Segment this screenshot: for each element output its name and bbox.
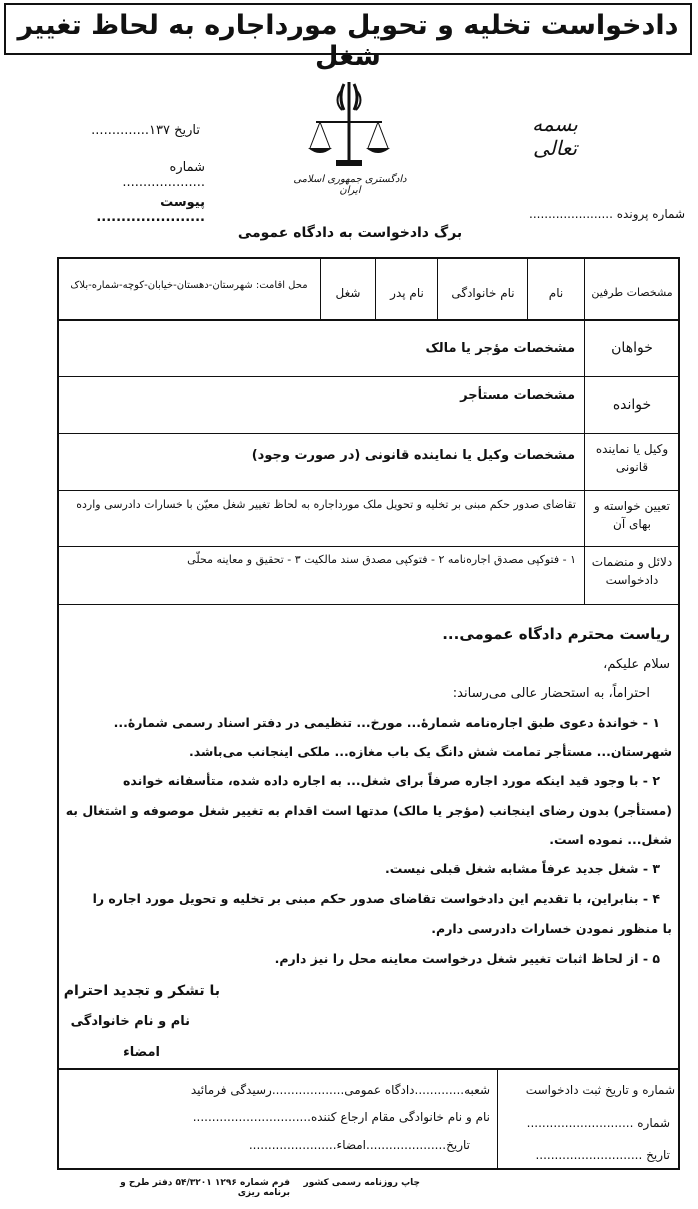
right-border bbox=[678, 257, 680, 1069]
header-address: محل اقامت: شهرستان-دهستان-خیابان-کوچه-شماره-بلاک bbox=[70, 280, 308, 291]
header-parties: مشخصات طرفین bbox=[591, 286, 673, 299]
referrer-line: نام و نام خانوادگی مقام ارجاع کننده............................... bbox=[192, 1110, 490, 1124]
header-family: نام خانوادگی bbox=[451, 286, 515, 300]
table-top-border bbox=[57, 257, 680, 259]
basmala: بسمه تعالی bbox=[532, 112, 578, 160]
salutation: ریاست محترم دادگاه عمومی... bbox=[442, 625, 670, 643]
para-1a: ۱ - خواندهٔ دعوی طبق اجاره‌نامه شمارهٔ... مورخ... تنظیمی در دفتر اسناد رسمی شمارهٔ... bbox=[113, 715, 660, 730]
para-5: ۵ - از لحاظ اثبات تغییر شغل درخواست معاینه محل را نیز دارم. bbox=[274, 951, 660, 966]
table-row-divider bbox=[57, 376, 680, 377]
row-claim-value: تقاضای صدور حکم مبنی بر تخلیه و تحویل ملک مورداجاره به لحاظ تغییر شغل معیّن با خسارات دادرسی وارده bbox=[76, 498, 576, 511]
footer-top-border bbox=[57, 1068, 680, 1070]
para-3: ۳ - شغل جدید عرفاً مشابه شغل قبلی نیست. bbox=[385, 861, 660, 876]
header-father: نام پدر bbox=[390, 286, 424, 300]
print-publisher: چاپ روزنامه رسمی کشور bbox=[303, 1178, 420, 1188]
row-evidence-value: ۱ - فتوکپی مصدق اجاره‌نامه ۲ - فتوکپی مصدق سند مالکیت ۳ - تحقیق و معاینه محلّی bbox=[187, 553, 576, 566]
row-plaintiff-value: مشخصات مؤجر یا مالک bbox=[425, 341, 575, 356]
table-row-divider bbox=[57, 546, 680, 547]
signature-label: امضاء bbox=[123, 1045, 160, 1060]
header-name: نام bbox=[548, 286, 564, 300]
number-field: شماره .................... bbox=[122, 160, 205, 190]
closing: با تشکر و تجدید احترام bbox=[63, 983, 220, 999]
form-number: فرم شماره ۱۲۹۶ ۵۴/۳۲۰۱ دفتر طرح و برنامه ریزی bbox=[120, 1178, 290, 1198]
footer-left-border bbox=[57, 1068, 59, 1170]
row-evidence-label: دلائل و منضمات دادخواست bbox=[591, 555, 673, 587]
label-column-divider bbox=[584, 257, 585, 604]
col-divider bbox=[375, 257, 376, 319]
table-row-divider bbox=[57, 433, 680, 434]
left-border bbox=[57, 257, 59, 1069]
form-heading: برگ دادخواست به دادگاه عمومی bbox=[237, 225, 463, 241]
table-row-divider bbox=[57, 490, 680, 491]
greeting: سلام علیکم، bbox=[603, 657, 670, 672]
name-label: نام و نام خانوادگی bbox=[70, 1014, 190, 1029]
emblem-icon bbox=[306, 80, 392, 170]
table-row-divider bbox=[57, 319, 680, 321]
row-defendant-label: خوانده bbox=[612, 397, 652, 413]
footer-right-border bbox=[678, 1068, 680, 1170]
branch-line: شعبه.............دادگاه عمومی...................رسیدگی فرمائید bbox=[190, 1083, 490, 1097]
col-divider bbox=[437, 257, 438, 319]
footer-bottom-border bbox=[57, 1168, 680, 1170]
registration-number: شماره ............................ bbox=[526, 1116, 670, 1130]
row-lawyer-value: مشخصات وکیل یا نماینده قانونی (در صورت وجود) bbox=[251, 448, 575, 463]
para-2c: شغل... نموده است. bbox=[549, 832, 672, 847]
attachment-field: پیوست ...................... bbox=[96, 195, 205, 225]
col-divider bbox=[320, 257, 321, 319]
table-row-divider bbox=[57, 604, 680, 605]
page-title: دادخواست تخلیه و تحویل مورداجاره به لحاظ تغییر شغل bbox=[17, 10, 679, 72]
case-number-field: شماره پرونده ...................... bbox=[529, 207, 685, 221]
footer-divider bbox=[497, 1068, 498, 1170]
row-lawyer-label: وکیل یا نماینده قانونی bbox=[595, 442, 669, 474]
para-4b: با منظور نمودن خسارات دادرسی دارم. bbox=[431, 921, 672, 936]
intro: احتراماً، به استحضار عالی می‌رساند: bbox=[452, 686, 650, 701]
date-sign-line: تاریخ.....................امضاء....................... bbox=[248, 1138, 470, 1152]
para-1b: شهرستان... مستأجر تمامت شش دانگ یک باب مغازه... ملکی اینجانب می‌باشد. bbox=[188, 744, 672, 759]
header-job: شغل bbox=[335, 286, 361, 300]
para-4a: ۴ - بنابراین، با تقدیم این دادخواست تقاضای صدور حکم مبنی بر تخلیه و تحویل مورد اجاره را bbox=[92, 891, 660, 906]
date-field: تاریخ ۱۳۷.............. bbox=[91, 123, 200, 138]
para-2b: (مستأجر) بدون رضای اینجانب (مؤجر یا مالک) مدتها است اقدام به تغییر شغل موصوفه و اشتغال به bbox=[65, 803, 672, 818]
row-claim-label: تعیین خواسته و بهای آن bbox=[594, 499, 670, 531]
registration-label: شماره و تاریخ ثبت دادخواست bbox=[525, 1083, 675, 1097]
registration-date: تاریخ ............................ bbox=[535, 1148, 670, 1162]
para-2a: ۲ - با وجود قید اینکه مورد اجاره صرفاً برای شغل... به اجاره داده شده، متأسفانه خوانده bbox=[123, 773, 660, 788]
row-plaintiff-label: خواهان bbox=[611, 340, 653, 356]
col-divider bbox=[527, 257, 528, 319]
org-name: دادگستری جمهوری اسلامی ایران bbox=[293, 174, 407, 196]
row-defendant-value: مشخصات مستأجر bbox=[460, 388, 575, 403]
